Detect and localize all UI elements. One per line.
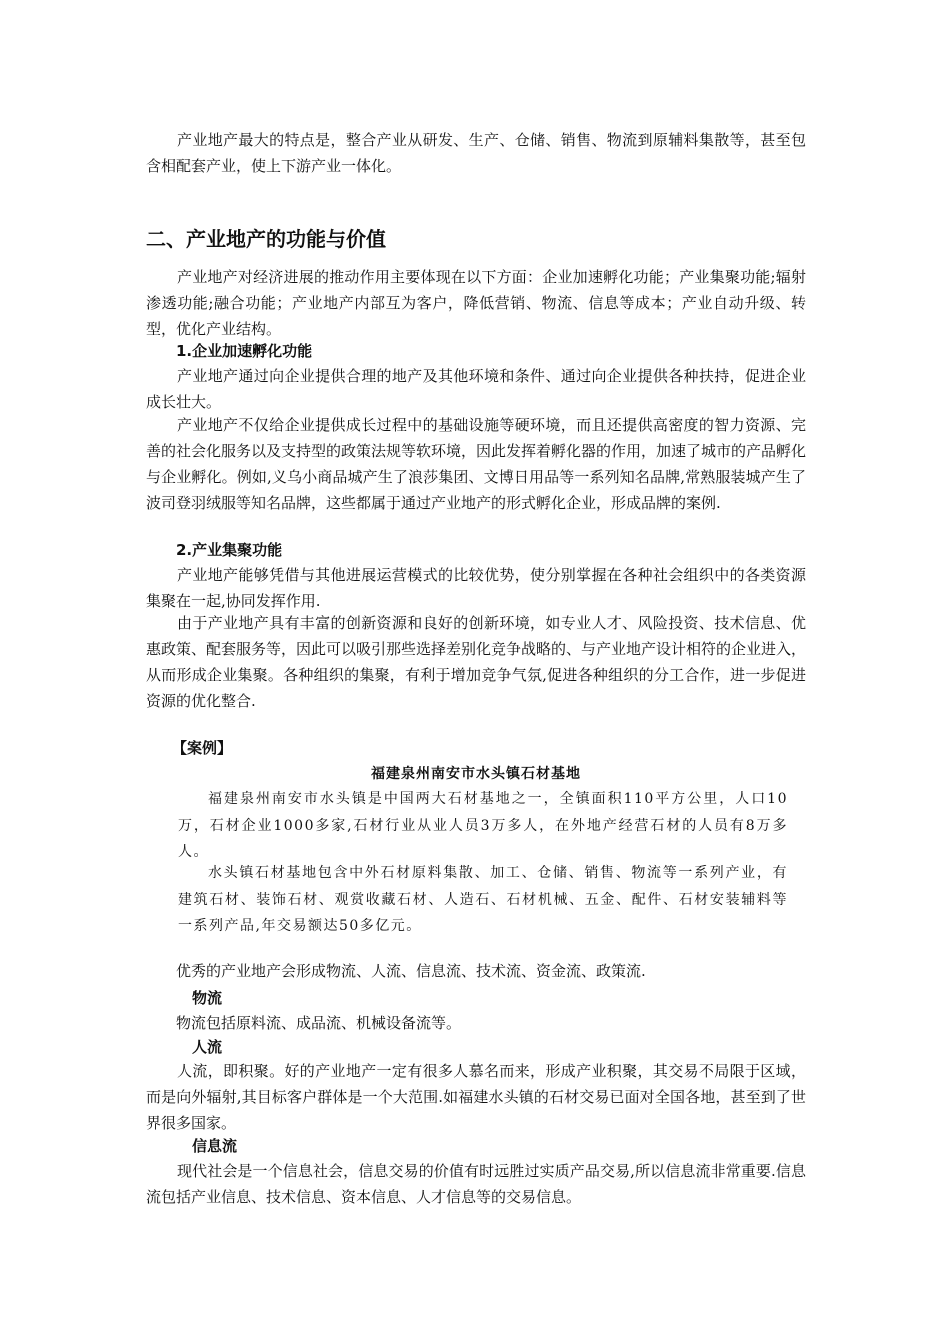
case-paragraph-1: 福建泉州南安市水头镇是中国两大石材基地之一，全镇面积110平方公里，人口10万，石材企业1000多家,石材行业从业人员3万多人，在外地产经营石材的人员有8万多人。 bbox=[178, 791, 788, 860]
subheading-information-flow: 信息流 bbox=[192, 1137, 238, 1155]
flows-intro: 优秀的产业地产会形成物流、人流、信息流、技术流、资金流、政策流. bbox=[176, 962, 646, 980]
subheading-agglomeration: 2.产业集聚功能 bbox=[176, 541, 283, 559]
intro-paragraph: 产业地产最大的特点是，整合产业从研发、生产、仓储、销售、物流到原辅料集散等，甚至包含相配套产业，使上下游产业一体化。 bbox=[146, 131, 806, 175]
case-paragraph-2: 水头镇石材基地包含中外石材原料集散、加工、仓储、销售、物流等一系列产业，有建筑石材、装饰石材、观赏收藏石材、人造石、石材机械、五金、配件、石材安装辅料等一系列产品,年交易额达50多亿元。 bbox=[178, 865, 788, 934]
case-title: 福建泉州南安市水头镇石材基地 bbox=[371, 766, 581, 782]
subheading-logistics: 物流 bbox=[192, 989, 223, 1007]
subheading-people-flow: 人流 bbox=[192, 1038, 223, 1056]
section-heading: 二、产业地产的功能与价值 bbox=[146, 227, 386, 251]
subheading-incubation: 1.企业加速孵化功能 bbox=[176, 342, 313, 360]
case-label: 【案例】 bbox=[172, 739, 233, 757]
people-flow-paragraph: 人流，即积聚。好的产业地产一定有很多人慕名而来，形成产业积聚，其交易不局限于区域，而是向外辐射,其目标客户群体是一个大范围.如福建水头镇的石材交易已面对全国各地，甚至到了世界很多国家。 bbox=[146, 1062, 806, 1132]
section-intro-paragraph: 产业地产对经济进展的推动作用主要体现在以下方面：企业加速孵化功能；产业集聚功能;辐射渗透功能;融合功能；产业地产内部互为客户，降低营销、物流、信息等成本；产业自动升级、转型，优化产业结构。 bbox=[146, 268, 806, 338]
agglomeration-paragraph-1: 产业地产能够凭借与其他进展运营模式的比较优势，使分别掌握在各种社会组织中的各类资源集聚在一起,协同发挥作用. bbox=[146, 566, 806, 610]
logistics-paragraph: 物流包括原料流、成品流、机械设备流等。 bbox=[176, 1014, 462, 1032]
agglomeration-paragraph-2: 由于产业地产具有丰富的创新资源和良好的创新环境，如专业人才、风险投资、技术信息、优惠政策、配套服务等，因此可以吸引那些选择差别化竞争战略的、与产业地产设计相符的企业进入，从而形成企业集聚。各种组织的集聚，有利于增加竞争气氛,促进各种组织的分工合作，进一步促进资源的优化整合. bbox=[146, 614, 807, 710]
incubation-paragraph-1: 产业地产通过向企业提供合理的地产及其他环境和条件、通过向企业提供各种扶持，促进企业成长壮大。 bbox=[146, 367, 806, 411]
information-flow-paragraph: 现代社会是一个信息社会，信息交易的价值有时远胜过实质产品交易,所以信息流非常重要.信息流包括产业信息、技术信息、资本信息、人才信息等的交易信息。 bbox=[146, 1162, 806, 1206]
incubation-paragraph-2: 产业地产不仅给企业提供成长过程中的基础设施等硬环境，而且还提供高密度的智力资源、完善的社会化服务以及支持型的政策法规等软环境，因此发挥着孵化器的作用，加速了城市的产品孵化与企业孵化。例如,义乌小商品城产生了浪莎集团、文博日用品等一系列知名品牌,常熟服装城产生了波司登羽绒服等知名品牌，这些都属于通过产业地产的形式孵化企业，形成品牌的案例. bbox=[146, 416, 807, 512]
